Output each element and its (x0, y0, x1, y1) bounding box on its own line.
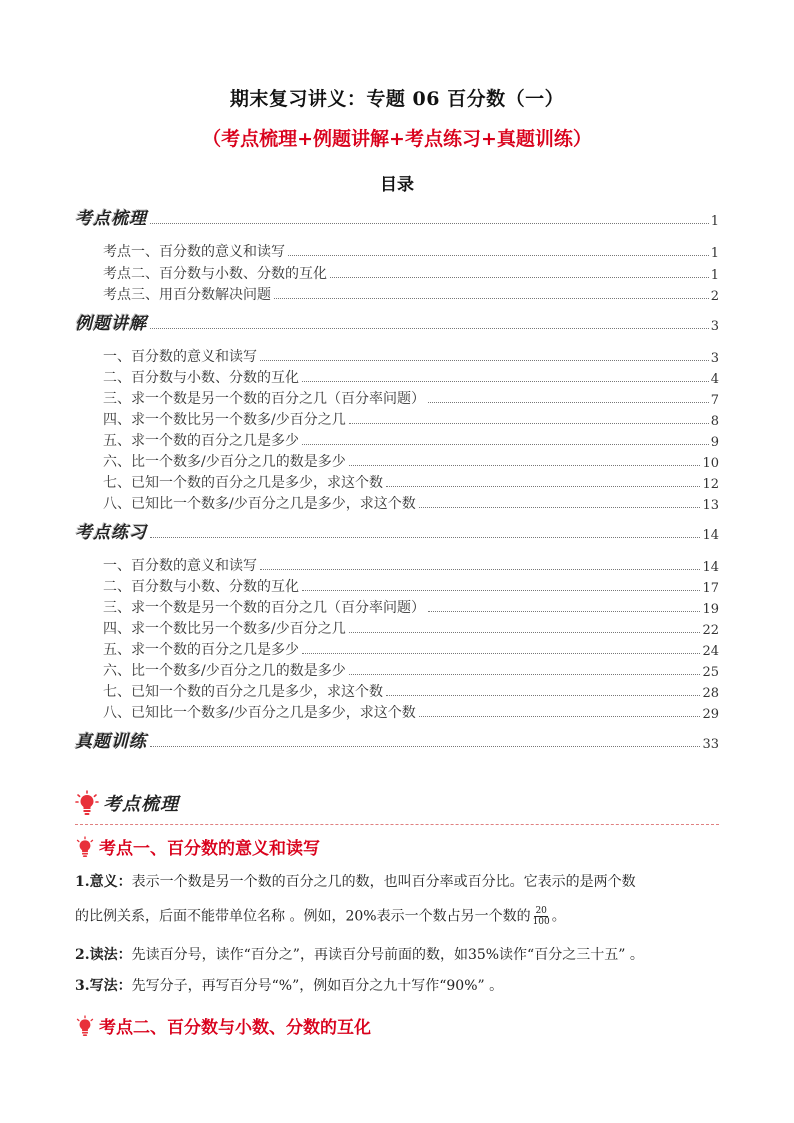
toc-dot-leader (260, 568, 700, 570)
toc-page-number: 8 (710, 414, 719, 429)
toc-dot-leader (386, 485, 700, 487)
toc-dot-leader (349, 422, 709, 424)
toc-section-entry[interactable] (75, 314, 719, 334)
toc-entry-label: 四、求一个数比另一个数多/少百分之几 (75, 409, 347, 429)
toc-entry-label: 七、已知一个数的百分之几是多少，求这个数 (75, 681, 384, 701)
toc-page-number: 19 (702, 602, 719, 617)
fraction-denominator: 100 (532, 917, 550, 927)
toc-page-number: 22 (702, 623, 719, 638)
kp1-p3-text: 先写分子，再写百分号“%”，例如百分之九十写作“90%” 。 (131, 978, 504, 994)
toc-entry-label: 五、求一个数的百分之几是多少 (75, 639, 300, 659)
toc-page-number: 13 (702, 498, 719, 513)
toc-page-number: 1 (710, 214, 719, 229)
lightbulb-icon (75, 1015, 95, 1037)
toc-page-number: 3 (710, 351, 719, 366)
toc-entry-label: 八、已知比一个数多/少百分之几是多少，求这个数 (75, 702, 417, 722)
toc-dot-leader (419, 715, 701, 717)
toc-entry[interactable] (75, 430, 719, 450)
toc-entry[interactable] (75, 241, 719, 261)
toc-entry[interactable] (75, 702, 719, 722)
toc-entry-label: 例题讲解 (75, 309, 148, 334)
toc-entry-label: 三、求一个数是另一个数的百分之几（百分率问题） (75, 597, 426, 617)
toc-entry[interactable] (75, 388, 719, 408)
page-title: 期末复习讲义：专题 06 百分数（一） (229, 88, 565, 110)
toc-entry-label: 考点梳理 (75, 204, 148, 229)
toc-entry[interactable] (75, 660, 719, 680)
lightbulb-icon (75, 790, 99, 816)
section-heading-label: 考点梳理 (103, 794, 179, 815)
toc-entry-label: 六、比一个数多/少百分之几的数是多少 (75, 660, 347, 680)
toc-page-number: 9 (710, 435, 719, 450)
kp1-p2-text: 先读百分号，读作“百分之”，再读百分号前面的数，如35%读作“百分之三十五” 。 (131, 947, 644, 963)
toc-entry[interactable] (75, 493, 719, 513)
kp1-p1-end: 。 (551, 908, 566, 925)
toc-page-number: 29 (702, 707, 719, 722)
toc-dot-leader (349, 464, 701, 466)
kp1-paragraph-1-cont (75, 906, 725, 927)
toc-entry-label: 三、求一个数是另一个数的百分之几（百分率问题） (75, 388, 426, 408)
toc-entry[interactable] (75, 681, 719, 701)
kp2-heading-label: 考点二、百分数与小数、分数的互化 (99, 1018, 371, 1038)
toc-dot-leader (386, 694, 700, 696)
toc-dot-leader (428, 401, 709, 403)
toc-dot-leader (349, 631, 701, 633)
toc-page-number: 1 (710, 268, 719, 283)
kp1-paragraph-2 (75, 945, 725, 965)
toc-dot-leader (302, 589, 700, 591)
toc-page-number: 12 (702, 477, 719, 492)
toc-entry-label: 考点三、用百分数解决问题 (75, 284, 272, 304)
toc-entry-label: 七、已知一个数的百分之几是多少，求这个数 (75, 472, 384, 492)
toc-page-number: 4 (710, 372, 719, 387)
toc-dot-leader (150, 222, 709, 224)
toc-entry-label: 八、已知比一个数多/少百分之几是多少，求这个数 (75, 493, 417, 513)
toc-dot-leader (150, 745, 700, 747)
toc-entry-label: 二、百分数与小数、分数的互化 (75, 576, 300, 596)
toc-entry[interactable] (75, 263, 719, 283)
section-divider (75, 824, 719, 825)
toc-entry[interactable] (75, 451, 719, 471)
toc-entry-label: 考点练习 (75, 518, 148, 543)
toc-page-number: 14 (702, 528, 719, 543)
toc-entry-label: 四、求一个数比另一个数多/少百分之几 (75, 618, 347, 638)
kp1-paragraph-1 (75, 872, 725, 892)
toc-entry[interactable] (75, 618, 719, 638)
toc-section-entry[interactable] (75, 732, 719, 752)
toc-dot-leader (349, 673, 701, 675)
toc-page-number: 3 (710, 319, 719, 334)
kp1-p2-label: 2.读法： (75, 947, 132, 963)
toc-entry-label: 真题训练 (75, 727, 148, 752)
toc-page-number: 2 (710, 289, 719, 304)
toc-entry-label: 考点二、百分数与小数、分数的互化 (75, 263, 328, 283)
toc-section-entry[interactable] (75, 209, 719, 229)
kp1-heading (75, 834, 320, 859)
toc-dot-leader (288, 254, 709, 256)
kp1-p1-label: 1.意义： (75, 874, 132, 890)
toc-page-number: 10 (702, 456, 719, 471)
toc-entry[interactable] (75, 555, 719, 575)
toc-entry[interactable] (75, 576, 719, 596)
kp1-p1-text: 表示一个数是另一个数的百分之几的数，也叫百分率或百分比。它表示的是两个数 (131, 874, 636, 890)
toc-dot-leader (150, 327, 709, 329)
toc-dot-leader (302, 443, 709, 445)
page-subtitle: （考点梳理+例题讲解+考点练习+真题训练） (202, 128, 592, 150)
toc-dot-leader (274, 297, 709, 299)
kp1-paragraph-3 (75, 976, 725, 996)
toc-entry[interactable] (75, 597, 719, 617)
fraction (533, 906, 550, 927)
toc-entry[interactable] (75, 639, 719, 659)
toc-entry-label: 考点一、百分数的意义和读写 (75, 241, 286, 261)
toc-entry[interactable] (75, 284, 719, 304)
section-heading (75, 790, 179, 816)
toc-heading: 目录 (380, 175, 414, 195)
kp1-heading-label: 考点一、百分数的意义和读写 (99, 839, 320, 859)
toc-entry-label: 五、求一个数的百分之几是多少 (75, 430, 300, 450)
toc-entry-label: 六、比一个数多/少百分之几的数是多少 (75, 451, 347, 471)
toc-dot-leader (260, 359, 709, 361)
toc-dot-leader (419, 506, 701, 508)
toc-dot-leader (428, 610, 700, 612)
toc-dot-leader (330, 276, 709, 278)
toc-page-number: 1 (710, 246, 719, 261)
toc-page-number: 17 (702, 581, 719, 596)
toc-entry[interactable] (75, 409, 719, 429)
toc-page-number: 28 (702, 686, 719, 701)
toc-dot-leader (150, 536, 700, 538)
toc-page-number: 25 (702, 665, 719, 680)
toc-entry[interactable] (75, 472, 719, 492)
toc-entry-label: 一、百分数的意义和读写 (75, 555, 258, 575)
toc-page-number: 33 (702, 737, 719, 752)
toc-entry[interactable] (75, 346, 719, 366)
toc-entry-label: 二、百分数与小数、分数的互化 (75, 367, 300, 387)
toc-entry-label: 一、百分数的意义和读写 (75, 346, 258, 366)
toc-page-number: 24 (702, 644, 719, 659)
toc-section-entry[interactable] (75, 523, 719, 543)
fraction-numerator: 20 (535, 906, 547, 916)
toc-dot-leader (302, 380, 709, 382)
toc-dot-leader (302, 652, 700, 654)
lightbulb-icon (75, 836, 95, 858)
kp1-p1-text2: 的比例关系，后面不能带单位名称 。例如，20%表示一个数占另一个数的 (75, 908, 531, 925)
toc-page-number: 7 (710, 393, 719, 408)
kp2-heading (75, 1013, 371, 1038)
toc-entry[interactable] (75, 367, 719, 387)
toc-page-number: 14 (702, 560, 719, 575)
kp1-p3-label: 3.写法： (75, 978, 132, 994)
